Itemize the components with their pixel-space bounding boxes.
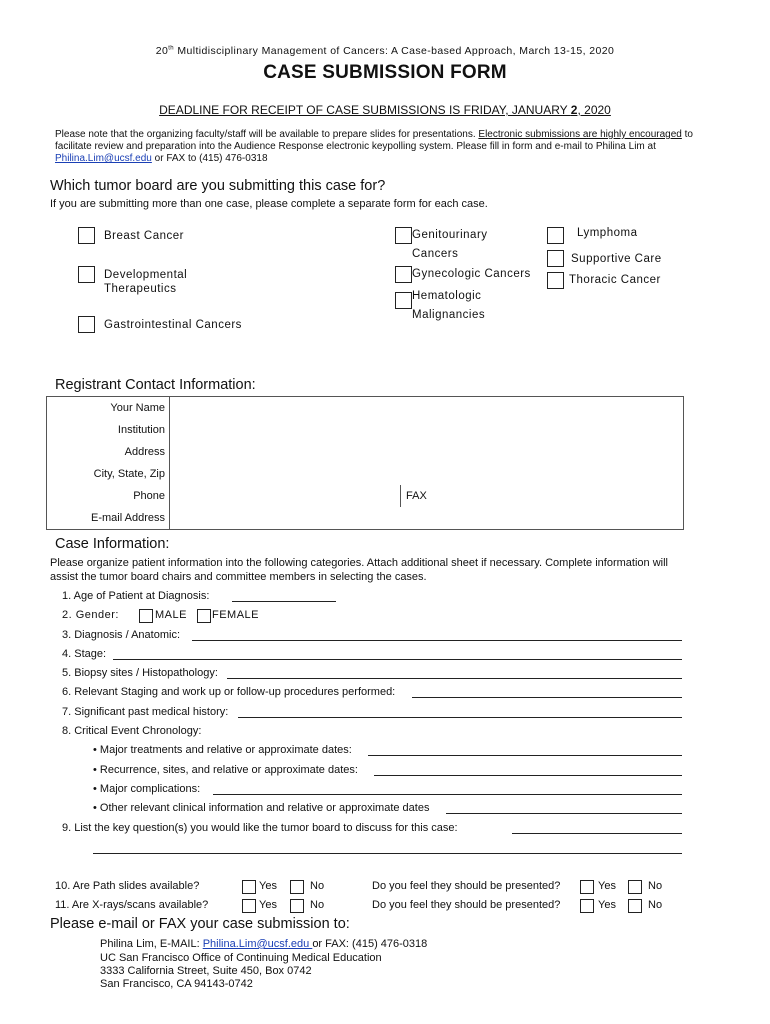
table-row: [47, 463, 684, 485]
genitourinary-label-2: Cancers: [412, 248, 459, 260]
diagnosis-field[interactable]: [192, 640, 682, 641]
table-row: [47, 419, 684, 441]
submit-email-link[interactable]: Philina.Lim@ucsf.edu: [202, 938, 313, 950]
thoracic-label: Thoracic Cancer: [569, 274, 661, 286]
table-row: [47, 485, 684, 507]
phone-label: Phone: [47, 485, 170, 507]
gastrointestinal-checkbox[interactable]: [78, 316, 95, 333]
xrays-no-checkbox[interactable]: [290, 899, 304, 913]
q11-label: 11. Are X-rays/scans available?: [55, 899, 209, 911]
fax-label: FAX: [406, 490, 427, 502]
form-title: CASE SUBMISSION FORM: [263, 62, 507, 83]
bullet-complications: • Major complications:: [93, 783, 201, 795]
xrays-yes-label: Yes: [259, 899, 277, 911]
institution-field[interactable]: [170, 419, 684, 441]
email-field[interactable]: [170, 507, 684, 530]
note-line-2: facilitate review and preparation into the Audience Response electronic keypolling system. Please fill in form and e-mail to Philina Lim at: [55, 141, 656, 152]
key-question-field[interactable]: [512, 833, 682, 834]
address-label: Address: [47, 441, 170, 463]
xrays-yes-checkbox[interactable]: [242, 899, 256, 913]
path-slides-no-checkbox[interactable]: [290, 880, 304, 894]
stage-field[interactable]: [113, 659, 682, 660]
xrays-present-question: Do you feel they should be presented?: [372, 899, 561, 911]
gastrointestinal-label: Gastrointestinal Cancers: [104, 319, 242, 331]
xrays-no-label: No: [310, 899, 325, 911]
city-label: City, State, Zip: [47, 463, 170, 485]
q4-label: 4. Stage:: [62, 648, 107, 660]
city-field[interactable]: [170, 463, 684, 485]
female-label: FEMALE: [212, 609, 260, 621]
age-field[interactable]: [232, 601, 336, 602]
email-label: E-mail Address: [47, 507, 170, 530]
xrays-present-yes-checkbox[interactable]: [580, 899, 594, 913]
path-present-yes-checkbox[interactable]: [580, 880, 594, 894]
female-checkbox[interactable]: [197, 609, 211, 623]
developmental-therapeutics-checkbox[interactable]: [78, 266, 95, 283]
q5-label: 5. Biopsy sites / Histopathology:: [62, 667, 218, 679]
q1-label: 1. Age of Patient at Diagnosis:: [62, 590, 210, 602]
bullet-treatments: • Major treatments and relative or approximate dates:: [93, 744, 352, 756]
fax-field[interactable]: [401, 485, 684, 507]
submit-contact: Philina Lim, E-MAIL: Philina.Lim@ucsf.edu or FAX: (415) 476-0318: [100, 938, 428, 950]
conference-header: 20th Multidisciplinary Management of Cancers: A Case-based Approach, March 13-15, 2020: [155, 45, 615, 57]
case-heading: Case Information:: [55, 536, 170, 552]
key-question-field-2[interactable]: [93, 853, 682, 854]
supportive-care-label: Supportive Care: [571, 253, 662, 265]
xrays-present-no-checkbox[interactable]: [628, 899, 642, 913]
developmental-label-1: Developmental: [104, 269, 188, 281]
case-intro-1: Please organize patient information into the following categories. Attach additional sheet if necessary. Complete information will: [50, 557, 668, 569]
other-info-field[interactable]: [446, 813, 682, 814]
biopsy-field[interactable]: [227, 678, 682, 679]
hematologic-label-2: Malignancies: [412, 309, 486, 321]
registrant-heading: Registrant Contact Information:: [55, 377, 256, 393]
your-name-label: Your Name: [47, 397, 170, 420]
table-row: [47, 441, 684, 463]
path-slides-yes-checkbox[interactable]: [242, 880, 256, 894]
recurrence-field[interactable]: [374, 775, 682, 776]
path-slides-no-label: No: [310, 880, 325, 892]
gynecologic-label: Gynecologic Cancers: [412, 268, 531, 280]
phone-field[interactable]: [170, 485, 401, 507]
path-present-no-checkbox[interactable]: [628, 880, 642, 894]
tumor-board-instruction: If you are submitting more than one case, please complete a separate form for each case.: [50, 198, 488, 210]
thoracic-checkbox[interactable]: [547, 272, 564, 289]
q8-label: 8. Critical Event Chronology:: [62, 725, 202, 737]
institution-label: Institution: [47, 419, 170, 441]
tumor-board-question: Which tumor board are you submitting this case for?: [50, 178, 386, 194]
q7-label: 7. Significant past medical history:: [62, 706, 229, 718]
address-field[interactable]: [170, 441, 684, 463]
submit-heading: Please e-mail or FAX your case submission to:: [50, 916, 350, 932]
lymphoma-label: Lymphoma: [577, 227, 638, 239]
staging-field[interactable]: [412, 697, 682, 698]
note-line-1: Please note that the organizing faculty/staff will be available to prepare slides for presentations. Electronic submissions are highly encouraged to: [55, 129, 693, 140]
your-name-field[interactable]: [170, 397, 684, 420]
path-slides-yes-label: Yes: [259, 880, 277, 892]
lymphoma-checkbox[interactable]: [547, 227, 564, 244]
gynecologic-checkbox[interactable]: [395, 266, 412, 283]
hematologic-checkbox[interactable]: [395, 292, 412, 309]
breast-cancer-checkbox[interactable]: [78, 227, 95, 244]
history-field[interactable]: [238, 717, 682, 718]
note-line-3: Philina.Lim@ucsf.edu or FAX to (415) 476-0318: [55, 153, 268, 164]
path-present-no-label: No: [648, 880, 663, 892]
table-row: [47, 397, 684, 420]
breast-cancer-label: Breast Cancer: [104, 230, 185, 242]
bullet-recurrence: • Recurrence, sites, and relative or approximate dates:: [93, 764, 358, 776]
path-present-question: Do you feel they should be presented?: [372, 880, 561, 892]
deadline-notice: DEADLINE FOR RECEIPT OF CASE SUBMISSIONS IS FRIDAY, JANUARY 2, 2020: [159, 103, 611, 117]
contact-table: [46, 396, 684, 530]
hematologic-label-1: Hematologic: [412, 290, 482, 302]
xrays-present-yes-label: Yes: [598, 899, 616, 911]
supportive-care-checkbox[interactable]: [547, 250, 564, 267]
submit-city: San Francisco, CA 94143-0742: [100, 978, 253, 990]
submit-street: 3333 California Street, Suite 450, Box 0742: [100, 965, 312, 977]
complications-field[interactable]: [213, 794, 682, 795]
xrays-present-no-label: No: [648, 899, 663, 911]
table-row: [47, 507, 684, 530]
developmental-label-2: Therapeutics: [104, 283, 177, 295]
q2-label: 2. Gender:: [62, 609, 119, 621]
q6-label: 6. Relevant Staging and work up or follow-up procedures performed:: [62, 686, 396, 698]
path-present-yes-label: Yes: [598, 880, 616, 892]
male-checkbox[interactable]: [139, 609, 153, 623]
case-intro-2: assist the tumor board chairs and committee members in selecting the cases.: [50, 571, 427, 583]
q9-label: 9. List the key question(s) you would like the tumor board to discuss for this case:: [62, 822, 458, 834]
treatments-field[interactable]: [368, 755, 682, 756]
bullet-other-info: • Other relevant clinical information and relative or approximate dates: [93, 802, 430, 814]
male-label: MALE: [155, 609, 187, 621]
email-link[interactable]: Philina.Lim@ucsf.edu: [55, 153, 152, 164]
genitourinary-label-1: Genitourinary: [412, 229, 488, 241]
q3-label: 3. Diagnosis / Anatomic:: [62, 629, 181, 641]
submit-org: UC San Francisco Office of Continuing Medical Education: [100, 952, 382, 964]
genitourinary-checkbox[interactable]: [395, 227, 412, 244]
q10-label: 10. Are Path slides available?: [55, 880, 200, 892]
